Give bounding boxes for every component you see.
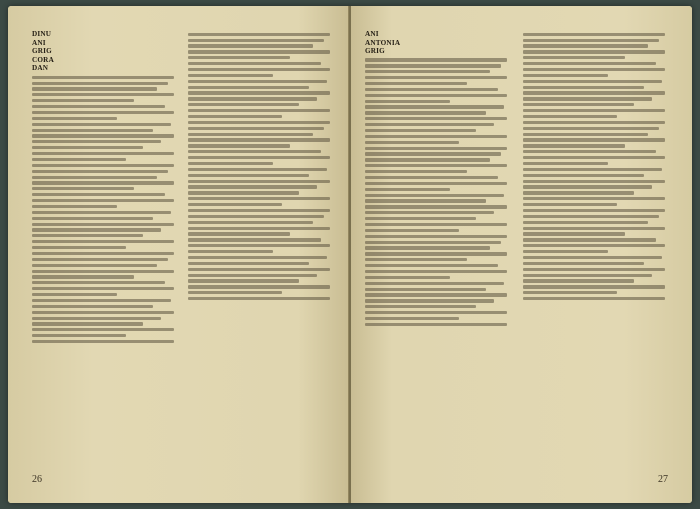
- illegible-text-line: [523, 150, 656, 153]
- illegible-text-line: [32, 158, 126, 161]
- illegible-text-line: [523, 221, 648, 224]
- illegible-text-line: [32, 293, 117, 296]
- illegible-text-line: [32, 234, 143, 237]
- illegible-text-line: [523, 138, 665, 141]
- illegible-text-line: [32, 334, 126, 337]
- illegible-text-line: [32, 275, 134, 278]
- illegible-text-line: [523, 297, 665, 300]
- illegible-text-line: [32, 123, 171, 126]
- illegible-text-line: [365, 205, 507, 208]
- illegible-text-line: [32, 281, 165, 284]
- illegible-text-line: [188, 203, 282, 206]
- illegible-text-line: [32, 328, 174, 331]
- illegible-text-line: [32, 340, 174, 343]
- illegible-text-line: [32, 258, 168, 261]
- illegible-text-line: [188, 127, 324, 130]
- speaker-name: ANI: [365, 30, 379, 38]
- illegible-text-line: [32, 117, 117, 120]
- illegible-text-line: [365, 252, 507, 255]
- illegible-text-line: [32, 134, 174, 137]
- illegible-text-line: [365, 123, 494, 126]
- illegible-text-line: [365, 264, 498, 267]
- illegible-text-line: [365, 58, 507, 61]
- left-page: [8, 6, 349, 503]
- illegible-text-line: [365, 82, 467, 85]
- illegible-text-line: [523, 262, 644, 265]
- illegible-text-line: [365, 135, 507, 138]
- illegible-text-line: [188, 138, 330, 141]
- illegible-text-line: [188, 50, 330, 53]
- illegible-text-line: [32, 287, 174, 290]
- illegible-text-line: [365, 199, 486, 202]
- illegible-text-line: [188, 144, 290, 147]
- illegible-text-line: [188, 232, 290, 235]
- illegible-text-line: [365, 246, 490, 249]
- illegible-text-line: [523, 285, 665, 288]
- illegible-text-line: [523, 279, 634, 282]
- illegible-text-line: [188, 291, 282, 294]
- illegible-text-line: [188, 221, 313, 224]
- illegible-text-line: [523, 238, 656, 241]
- illegible-text-line: [188, 279, 299, 282]
- illegible-text-line: [188, 39, 324, 42]
- illegible-text-line: [188, 91, 330, 94]
- illegible-text-line: [188, 162, 273, 165]
- illegible-text-line: [523, 197, 665, 200]
- illegible-text-line: [365, 299, 494, 302]
- illegible-text-line: [365, 305, 476, 308]
- illegible-text-line: [188, 180, 330, 183]
- illegible-text-line: [523, 39, 659, 42]
- illegible-text-line: [32, 311, 174, 314]
- illegible-text-line: [188, 168, 327, 171]
- illegible-text-line: [188, 256, 327, 259]
- illegible-text-line: [523, 162, 608, 165]
- illegible-text-line: [523, 109, 665, 112]
- illegible-text-line: [523, 121, 665, 124]
- illegible-text-line: [188, 74, 273, 77]
- illegible-text-line: [523, 74, 608, 77]
- illegible-text-line: [523, 115, 617, 118]
- illegible-text-line: [188, 150, 321, 153]
- illegible-text-line: [365, 147, 507, 150]
- illegible-text-line: [188, 33, 330, 36]
- illegible-text-line: [188, 244, 330, 247]
- illegible-text-line: [188, 80, 327, 83]
- illegible-text-line: [523, 209, 665, 212]
- illegible-text-line: [188, 274, 317, 277]
- illegible-text-line: [365, 276, 450, 279]
- illegible-text-line: [188, 297, 330, 300]
- illegible-text-line: [188, 285, 330, 288]
- illegible-text-line: [523, 56, 625, 59]
- illegible-text-line: [188, 262, 309, 265]
- illegible-text-line: [523, 274, 652, 277]
- illegible-text-line: [188, 115, 282, 118]
- illegible-text-line: [365, 223, 507, 226]
- right-page-column-2: [523, 30, 665, 450]
- illegible-text-line: [188, 227, 330, 230]
- illegible-text-line: [523, 250, 608, 253]
- right-page-column-1: [365, 30, 507, 450]
- illegible-text-line: [365, 100, 450, 103]
- illegible-text-line: [32, 164, 174, 167]
- illegible-text-line: [32, 152, 174, 155]
- illegible-text-line: [523, 62, 656, 65]
- illegible-text-line: [365, 117, 507, 120]
- illegible-text-line: [365, 164, 507, 167]
- illegible-text-line: [188, 185, 317, 188]
- illegible-text-line: [523, 144, 625, 147]
- illegible-text-line: [188, 191, 299, 194]
- left-page-column-2: [188, 30, 330, 450]
- illegible-text-line: [365, 105, 504, 108]
- speaker-name: ANTONIA: [365, 38, 401, 47]
- illegible-text-line: [523, 215, 659, 218]
- illegible-text-line: [523, 91, 665, 94]
- illegible-text-line: [365, 76, 507, 79]
- illegible-text-line: [523, 227, 665, 230]
- left-page-number: 26: [32, 474, 42, 485]
- illegible-text-line: [32, 270, 174, 273]
- illegible-text-line: [523, 133, 648, 136]
- illegible-text-line: [188, 268, 330, 271]
- illegible-text-line: [188, 68, 330, 71]
- illegible-text-line: [188, 238, 321, 241]
- illegible-text-line: [523, 256, 662, 259]
- illegible-text-line: [32, 111, 174, 114]
- illegible-text-line: [32, 105, 165, 108]
- illegible-text-line: [365, 70, 490, 73]
- illegible-text-line: [32, 199, 174, 202]
- illegible-text-line: [523, 191, 634, 194]
- illegible-text-line: [32, 217, 153, 220]
- illegible-text-line: [523, 80, 662, 83]
- illegible-text-line: [32, 264, 157, 267]
- illegible-text-line: [365, 152, 501, 155]
- illegible-text-line: [523, 127, 659, 130]
- illegible-text-line: [523, 268, 665, 271]
- illegible-text-line: [523, 168, 662, 171]
- illegible-text-line: [32, 240, 174, 243]
- illegible-text-line: [32, 246, 126, 249]
- illegible-text-line: [188, 209, 330, 212]
- illegible-text-line: [188, 62, 321, 65]
- illegible-text-line: [365, 111, 486, 114]
- illegible-text-line: [523, 33, 665, 36]
- illegible-text-line: [365, 141, 459, 144]
- speaker-name: DAN: [32, 64, 49, 73]
- illegible-text-line: [32, 193, 165, 196]
- illegible-text-line: [32, 223, 174, 226]
- speaker-name: GRIG: [32, 47, 52, 56]
- illegible-text-line: [365, 235, 507, 238]
- illegible-text-line: [365, 311, 507, 314]
- illegible-text-line: [188, 156, 330, 159]
- illegible-text-line: [523, 244, 665, 247]
- illegible-text-line: [365, 288, 486, 291]
- illegible-text-line: [32, 187, 134, 190]
- illegible-text-line: [188, 56, 290, 59]
- illegible-text-line: [32, 76, 174, 79]
- illegible-text-line: [523, 174, 644, 177]
- illegible-text-line: [188, 44, 313, 47]
- illegible-text-line: [32, 170, 168, 173]
- illegible-text-line: [365, 270, 507, 273]
- illegible-text-line: [523, 68, 665, 71]
- illegible-text-line: [32, 140, 161, 143]
- illegible-text-line: [32, 99, 134, 102]
- speaker-name: DINU: [32, 30, 52, 38]
- illegible-text-line: [523, 156, 665, 159]
- illegible-text-line: [32, 129, 153, 132]
- illegible-text-line: [365, 323, 507, 326]
- illegible-text-line: [365, 182, 507, 185]
- illegible-text-line: [365, 217, 476, 220]
- illegible-text-line: [188, 174, 309, 177]
- illegible-text-line: [523, 291, 617, 294]
- illegible-text-line: [365, 88, 498, 91]
- illegible-text-line: [523, 50, 665, 53]
- illegible-text-line: [523, 203, 617, 206]
- illegible-text-line: [523, 44, 648, 47]
- illegible-text-line: [523, 180, 665, 183]
- illegible-text-line: [32, 211, 171, 214]
- illegible-text-line: [188, 97, 317, 100]
- illegible-text-line: [523, 103, 634, 106]
- illegible-text-line: [32, 299, 171, 302]
- illegible-text-line: [188, 133, 313, 136]
- illegible-text-line: [32, 305, 153, 308]
- illegible-text-line: [188, 103, 299, 106]
- illegible-text-line: [188, 121, 330, 124]
- illegible-text-line: [32, 176, 157, 179]
- illegible-text-line: [32, 322, 143, 325]
- illegible-text-line: [32, 87, 157, 90]
- illegible-text-line: [523, 86, 644, 89]
- speaker-name: CORA: [32, 55, 54, 64]
- illegible-text-line: [365, 129, 476, 132]
- illegible-text-line: [365, 293, 507, 296]
- speaker-name: ANI: [32, 38, 46, 47]
- illegible-text-line: [188, 86, 309, 89]
- illegible-text-line: [365, 194, 504, 197]
- illegible-text-line: [32, 317, 161, 320]
- illegible-text-line: [32, 228, 161, 231]
- illegible-text-line: [523, 185, 652, 188]
- illegible-text-line: [188, 250, 273, 253]
- illegible-text-line: [32, 252, 174, 255]
- speaker-name: GRIG: [365, 47, 385, 56]
- illegible-text-line: [188, 197, 330, 200]
- illegible-text-line: [32, 82, 168, 85]
- illegible-text-line: [32, 146, 143, 149]
- illegible-text-line: [188, 215, 324, 218]
- open-book: [8, 6, 692, 503]
- illegible-text-line: [365, 158, 490, 161]
- illegible-text-line: [365, 188, 450, 191]
- illegible-text-line: [32, 205, 117, 208]
- illegible-text-line: [188, 109, 330, 112]
- illegible-text-line: [365, 229, 459, 232]
- illegible-text-line: [365, 241, 501, 244]
- illegible-text-line: [365, 317, 459, 320]
- illegible-text-line: [365, 94, 507, 97]
- illegible-text-line: [32, 181, 174, 184]
- illegible-text-line: [365, 170, 467, 173]
- illegible-text-line: [365, 64, 501, 67]
- left-page-column-1: [32, 30, 174, 450]
- illegible-text-line: [365, 211, 494, 214]
- right-page-number: 27: [658, 474, 668, 485]
- illegible-text-line: [365, 258, 467, 261]
- illegible-text-line: [365, 176, 498, 179]
- illegible-text-line: [523, 232, 625, 235]
- right-page: [351, 6, 692, 503]
- illegible-text-line: [523, 97, 652, 100]
- illegible-text-line: [365, 282, 504, 285]
- illegible-text-line: [32, 93, 174, 96]
